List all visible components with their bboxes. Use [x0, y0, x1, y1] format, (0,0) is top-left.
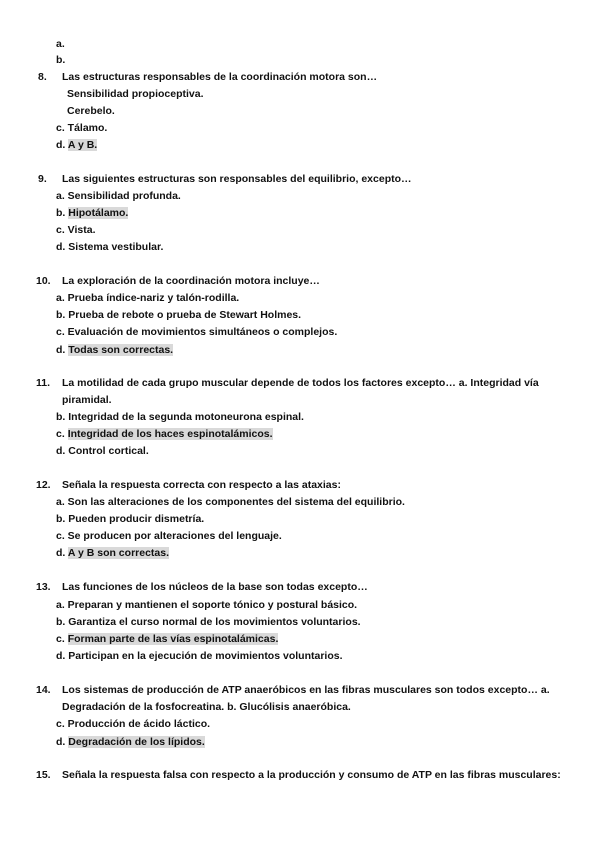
question-11-text: La motilidad de cada grupo muscular depende de todos los factores excepto… a. Integridad vía — [62, 377, 539, 389]
highlighted-answer: Hipotálamo. — [68, 207, 129, 219]
question-10-option-a: a. Prueba índice-nariz y talón-rodilla. — [56, 292, 240, 304]
question-9-option-d: d. Sistema vestibular. — [56, 241, 164, 253]
question-12-number: 12. — [36, 479, 51, 491]
question-9-option-b — [56, 207, 128, 220]
option-letter: d. — [56, 736, 69, 748]
question-12-option-b: b. Pueden producir dismetría. — [56, 513, 205, 525]
question-15-text: Señala la respuesta falsa con respecto a la producción y consumo de ATP en las fibras musculares: — [62, 769, 561, 781]
option-b-blank: b. — [56, 54, 66, 66]
question-11-continuation: piramidal. — [62, 394, 112, 406]
option-letter: d. — [56, 344, 69, 356]
question-10-option-c: c. Evaluación de movimientos simultáneos o complejos. — [56, 326, 338, 338]
question-14-option-d — [56, 736, 205, 749]
question-13-option-b: b. Garantiza el curso normal de los movimientos voluntarios. — [56, 616, 361, 628]
question-11-option-c — [56, 428, 273, 441]
question-11-number: 11. — [36, 377, 51, 389]
question-9-option-a: a. Sensibilidad profunda. — [56, 190, 181, 202]
question-8-option-c: c. Tálamo. — [56, 122, 108, 134]
option-letter: c. — [56, 633, 68, 645]
question-8-number: 8. — [38, 71, 47, 83]
question-10-option-b: b. Prueba de rebote o prueba de Stewart Holmes. — [56, 309, 302, 321]
question-14-continuation: Degradación de la fosfocreatina. b. Glucólisis anaeróbica. — [62, 701, 351, 713]
question-9-text: Las siguientes estructuras son responsables del equilibrio, excepto… — [62, 173, 412, 185]
option-letter: d. — [56, 139, 68, 151]
highlighted-answer: Todas son correctas. — [68, 344, 174, 356]
question-12-text: Señala la respuesta correcta con respecto a las ataxias: — [62, 479, 341, 491]
question-13-number: 13. — [36, 581, 51, 593]
question-10-text: La exploración de la coordinación motora incluye… — [62, 275, 320, 287]
option-a-blank: a. — [56, 38, 65, 50]
question-9-number: 9. — [38, 173, 47, 185]
question-13-option-a: a. Preparan y mantienen el soporte tónico y postural básico. — [56, 599, 358, 611]
question-11-option-d: d. Control cortical. — [56, 445, 149, 457]
highlighted-answer: A y B son correctas. — [67, 547, 170, 559]
question-12-option-a: a. Son las alteraciones de los componentes del sistema del equilibrio. — [56, 496, 405, 508]
question-8-option: Cerebelo. — [67, 105, 115, 117]
question-12-option-c: c. Se producen por alteraciones del lenguaje. — [56, 530, 282, 542]
question-13-text: Las funciones de los núcleos de la base son todas excepto… — [62, 581, 368, 593]
highlighted-answer: Degradación de los lípidos. — [68, 736, 205, 748]
highlighted-answer: Forman parte de las vías espinotalámicas. — [67, 633, 279, 645]
question-12-option-d — [56, 547, 169, 560]
question-11-option-b: b. Integridad de la segunda motoneurona espinal. — [56, 411, 304, 423]
highlighted-answer: A y B. — [67, 139, 98, 151]
question-13-option-d: d. Participan en la ejecución de movimientos voluntarios. — [56, 650, 343, 662]
question-14-text: Los sistemas de producción de ATP anaeróbicos en las fibras musculares son todos excepto… a. — [62, 684, 550, 696]
option-letter: c. — [56, 428, 68, 440]
question-13-option-c — [56, 633, 278, 646]
question-9-option-c: c. Vista. — [56, 224, 96, 236]
question-14-number: 14. — [36, 684, 51, 696]
question-8-option-d — [56, 139, 97, 152]
question-10-number: 10. — [36, 275, 51, 287]
question-8-text: Las estructuras responsables de la coordinación motora son… — [62, 71, 378, 83]
highlighted-answer: Integridad de los haces espinotalámicos. — [67, 428, 273, 440]
option-letter: d. — [56, 547, 68, 559]
question-10-option-d — [56, 344, 173, 357]
question-14-option-c: c. Producción de ácido láctico. — [56, 718, 211, 730]
question-15-number: 15. — [36, 769, 51, 781]
option-letter: b. — [56, 207, 69, 219]
question-8-option: Sensibilidad propioceptiva. — [67, 88, 204, 100]
